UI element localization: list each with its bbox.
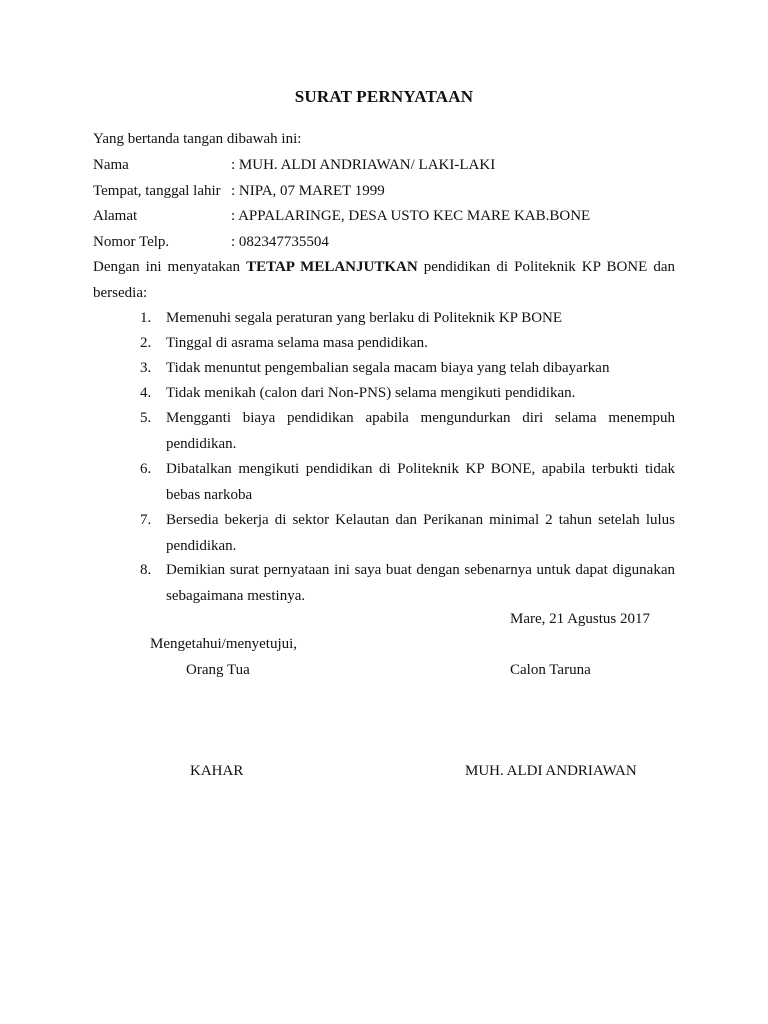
list-item (140, 380, 675, 406)
statement-prefix: Dengan ini menyatakan (93, 259, 247, 275)
statement-paragraph (93, 254, 675, 306)
field-label-alamat: Alamat (93, 208, 138, 224)
field-value-alamat: : APPALARINGE, DESA USTO KEC MARE KAB.BONE (231, 208, 591, 224)
left-signer-role: Orang Tua (186, 662, 250, 678)
list-text: Tidak menikah (calon dari Non-PNS) selama mengikuti pendidikan. (166, 385, 576, 401)
statement-suffix: pendidikan di Politeknik KP BONE dan bersedia: (93, 259, 675, 301)
field-value-ttl: : NIPA, 07 MARET 1999 (231, 183, 385, 199)
place-date: Mare, 21 Agustus 2017 (510, 611, 650, 627)
list-item (140, 330, 675, 356)
field-label-nama: Nama (93, 157, 129, 173)
list-text: Mengganti biaya pendidikan apabila mengundurkan diri selama menempuh pendidikan. (166, 410, 675, 452)
list-item (140, 456, 675, 508)
list-text: Demikian surat pernyataan ini saya buat dengan sebenarnya untuk dapat digunakan sebagaimana mestinya. (166, 562, 675, 604)
list-text: Tidak menuntut pengembalian segala macam biaya yang telah dibayarkan (166, 360, 610, 376)
acknowledged-label: Mengetahui/menyetujui, (150, 636, 298, 652)
list-number: 4. (140, 385, 152, 401)
list-number: 6. (140, 461, 152, 477)
statement-bold: TETAP MELANJUTKAN (246, 259, 418, 275)
intro-text: Yang bertanda tangan dibawah ini: (93, 131, 302, 147)
list-number: 2. (140, 335, 152, 351)
list-text: Dibatalkan mengikuti pendidikan di Politeknik KP BONE, apabila terbukti tidak bebas narkoba (166, 461, 675, 503)
left-signer-name: KAHAR (190, 763, 244, 779)
field-label-ttl: Tempat, tanggal lahir (93, 183, 221, 199)
list-item (140, 405, 675, 457)
list-number: 1. (140, 310, 152, 326)
field-value-telp: : 082347735504 (231, 234, 329, 250)
list-number: 7. (140, 512, 152, 528)
field-label-telp: Nomor Telp. (93, 234, 170, 250)
list-number: 3. (140, 360, 152, 376)
list-text: Memenuhi segala peraturan yang berlaku di Politeknik KP BONE (166, 310, 563, 326)
right-signer-role: Calon Taruna (510, 662, 591, 678)
list-number: 8. (140, 562, 152, 578)
list-text: Tinggal di asrama selama masa pendidikan. (166, 335, 428, 351)
document-title: SURAT PERNYATAAN (294, 87, 474, 106)
list-item (140, 305, 675, 331)
right-signer-name: MUH. ALDI ANDRIAWAN (465, 763, 637, 779)
list-number: 5. (140, 410, 152, 426)
list-text: Bersedia bekerja di sektor Kelautan dan Perikanan minimal 2 tahun setelah lulus pendidikan. (166, 512, 675, 554)
list-item (140, 507, 675, 559)
list-item (140, 557, 675, 609)
field-value-nama: : MUH. ALDI ANDRIAWAN/ LAKI-LAKI (231, 157, 496, 173)
list-item (140, 355, 675, 381)
